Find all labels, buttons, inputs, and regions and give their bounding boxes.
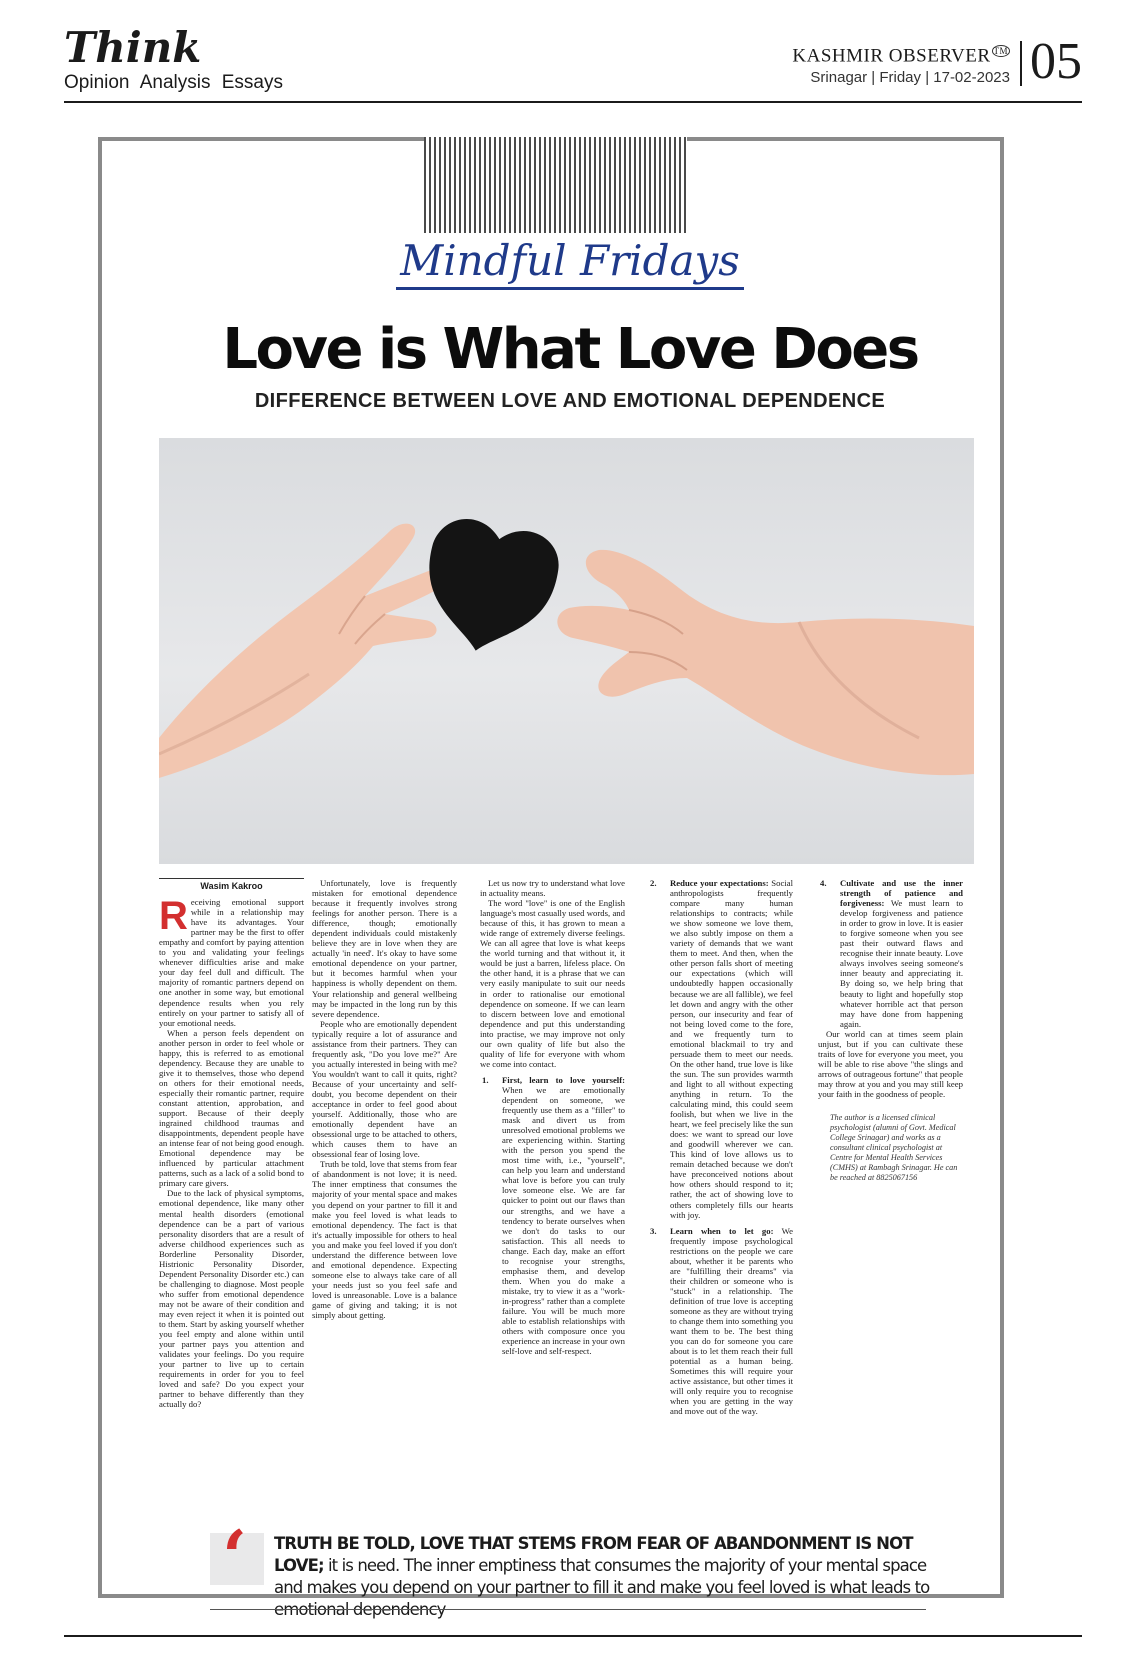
- paragraph-8: The word "love" is one of the English language's most casually used words, and because of this, it has grown to mean a wide range of extremely diverse feelings. We can all agree that love is what keeps the world turning and that without it, it would be just a barren, lifeless place. On the other hand, it is a phrase that we can very easily manipulate to suit our needs in order to rationalise our emotional dependence on someone. If we can learn to discern between love and emotional dependence and put this understanding into practise, we may improve not only our own quality of life but also the quality of life for everyone with whom we come into contact.: [480, 898, 625, 1069]
- pull-quote-text: [274, 1533, 934, 1621]
- paper-info: [792, 41, 1022, 86]
- barcode-decoration: [424, 137, 687, 233]
- right-hand-icon: [557, 550, 974, 775]
- kicker-text: Mindful Fridays: [396, 236, 744, 290]
- paragraph-3: Due to the lack of physical symptoms, emotional dependence, like many other mental health disorders (emotional dependence can be a part of various personality disorders that are a result of adverse childhood experiences such as Borderline Personality Disorder, Histrionic Personality Disorder, Dependent Personality Disorder etc.) can be challenging to diagnose. Most people who suffer from emotional dependence may not be aware of their condition and may even reject it when it is pointed out to them. Start by asking yourself whether you feel empty and alone within until your partner pays you attention and validates your feelings. Do you require your partner to live up to certain requirements in order for you to feel loved and safe? Do you expect your partner to behave differently than they actually do?: [159, 1188, 304, 1410]
- pull-quote-bold: TRUTH BE TOLD, LOVE THAT STEMS FROM FEAR OF ABANDONMENT IS NOT LOVE;: [274, 1534, 913, 1575]
- paragraph-5: People who are emotionally dependent typically require a lot of assurance and assistance from their partners. They can frequently ask, "Do you love me?" Are you actually interested in being with me? You wouldn't want to call it quits, right? Because of your uncertainty and self-doubt, you become dependent on their acceptance in order to feel good about yourself. Additionally, those who are emotionally dependent have an obsessional urge to be attached to others, which causes them to have an obsessional fear of losing love.: [312, 1018, 457, 1160]
- paper-name-text: KASHMIR OBSERVER: [792, 45, 991, 66]
- numbered-point-3: [648, 1226, 793, 1417]
- hands-holding-heart-photo: [159, 438, 974, 864]
- numbered-point-4: [818, 878, 963, 1029]
- drop-cap: R: [159, 894, 188, 939]
- section-name: Think: [64, 23, 202, 72]
- page-number: 05: [1030, 33, 1082, 90]
- numbered-point-1: [480, 1075, 625, 1356]
- paragraph-1-text: eceiving emotional support while in a relationship may have its advantages. Your partner may be the first to offer empathy and comfort by paying attention to you and validating your feelings whenever difficulties arise and make your day feel dull and difficult. The majority of romantic partners depend on one another in some way, but emotional dependence results when you rely entirely on your partner to satisfy all of your emotional needs.: [159, 897, 304, 1028]
- left-hand-icon: [159, 524, 449, 778]
- text-column-5: [818, 878, 963, 1448]
- pull-quote-rule: [210, 1609, 926, 1610]
- paper-masthead: [792, 33, 1082, 90]
- point-body: [670, 878, 793, 1220]
- text-column-4: [648, 878, 793, 1448]
- point-body: [670, 1226, 793, 1417]
- point-number: 2.: [650, 878, 657, 888]
- quote-box: [210, 1514, 264, 1599]
- byline: Wasim Kakroo: [159, 878, 304, 891]
- paragraph-6: Truth be told, love that stems from fear of abandonment is not love; it is need. The inner emptiness that consumes the majority of your mental space and makes you depend on your partner to fill it and make you feel loved is what leads to emotional dependency. The fact is that it's actually impossible for others to heal you and make you feel loved if you don't understand the difference between love and emotional dependence. Expecting someone else to always take care of all your needs just so you feel safe and loved is unreasonable. Love is a balance game of giving and taking; it is not simply about getting.: [312, 1159, 457, 1321]
- paragraph-7: Let us now try to understand what love in actuality means.: [480, 878, 625, 899]
- article-headline: Love is What Love Does: [222, 317, 918, 382]
- paper-heart-icon: [413, 512, 565, 664]
- trademark-icon: TM: [993, 45, 1008, 56]
- paragraph-2: When a person feels dependent on another person in order to feel whole or happy, this is referred to as emotional dependency. Because they are unable to give it to themselves, those who depend on others for their emotional needs, especially their romantic partner, require constant attention, approbation, and support. Because of their deeply ingrained childhood traumas and disappointments, dependent people have an intense fear of not being good enough. Emotional dependence may be influenced by particular attachment patterns, such as a lack of a solid bond to primary care givers.: [159, 1027, 304, 1189]
- paragraph-4: Unfortunately, love is frequently mistaken for emotional dependence because it frequently involves strong feelings for another person. There is a difference, though; emotionally dependent individuals could mistakenly believe they are in love when they are actually 'in need'. It's okay to have some emotional dependence on your partner, but it becomes harmful when your happiness is wholly dependent on them. Your relationship and general wellbeing may be impacted in the long run by this severe dependence.: [312, 878, 457, 1019]
- point-text: We frequently impose psychological restrictions on the people we care about, whether it be parents who are "fulfilling their dreams" via their children or someone who is "stuck" in a relationship. The definition of true love is accepting someone as they are without trying to change them into something you want them to be. The best thing you can do for someone you care about is to let them reach their full potential as a human being. Sometimes this will require your active assistance, but other times it will only require you to recognise when you are getting in the way and move out of the way.: [670, 1225, 793, 1417]
- point-number: 3.: [650, 1225, 657, 1236]
- point-title: First, learn to love yourself:: [502, 1074, 625, 1085]
- point-title: Reduce your expectations:: [670, 878, 769, 888]
- point-number: 4.: [820, 878, 827, 888]
- edition-line: Srinagar | Friday | 17-02-2023: [810, 69, 1010, 86]
- author-note: The author is a licensed clinical psychologist (alumni of Govt. Medical College Srinagar) and works as a consultant clinical psychologist at Centre for Mental Health Services (CMHS) at Rambagh Srinagar. He can be reached at 8825067156: [830, 1113, 958, 1183]
- point-text: Social anthropologists frequently compare many human relationships to contracts; while we show someone we love them, we also subtly impose on them a variety of demands that we want them to meet. And then, when the other person falls short of meeting our expectations (which will undoubtedly happen occasionally because we are all fallible), we feel let down and angry with the other person, our insecurity and fear of not being loved come to the fore, and we frequently turn to emotional blackmail to try and persuade them to meet our needs. On the other hand, true love is like the sun. The sun provides warmth and light to all without expecting anything in return. To the calculating mind, this could seem foolish, but when we live in the heart, we feel precisely like the sun does: we want to spread our love and goodwill wherever we can. This kind of love allows us to remain detached because we don't have preconceived notions about how others should respond to it; rather, the act of showing love to others completely fills our hearts with joy.: [670, 878, 793, 1220]
- quote-mark-icon: ‘: [222, 1514, 248, 1599]
- column-kicker: [0, 236, 1140, 290]
- point-body: [502, 1075, 625, 1356]
- section-header: [64, 23, 283, 94]
- numbered-point-2: [648, 878, 793, 1220]
- photo-illustration: [159, 438, 974, 864]
- text-column-2: [312, 878, 457, 1448]
- point-number: 1.: [482, 1074, 489, 1085]
- point-title: Cultivate and use the inner strength of patience and forgiveness:: [840, 878, 963, 909]
- point-text: We must learn to develop forgiveness and patience in order to grow in love. It is easier to forgive someone when you see past their outward flaws and recognise their innate beauty. Love always involves seeing someone's inner beauty and appreciating it. By doing so, we help bring that beauty to light and hopefully stop whatever horrible act that person may have done from happening again.: [840, 898, 963, 1029]
- paragraph-1: [159, 894, 304, 1028]
- article-subhead: DIFFERENCE BETWEEN LOVE AND EMOTIONAL DEPENDENCE: [254, 390, 886, 412]
- closing-paragraph: Our world can at times seem plain unjust, but if you can cultivate these traits of love for everyone you meet, you will be able to rise above "the slings and arrows of outrageous fortune" that people may throw at you and you may still keep your faith in the goodness of people.: [818, 1028, 963, 1099]
- point-body: [840, 878, 963, 1029]
- footer-rule: [64, 1635, 1082, 1637]
- point-text: When we are emotionally dependent on someone, we frequently use them as a "filler" to mask and divert us from unresolved emotional problems we are experiencing within. Starting with the person you spend the most time with, i.e., "yourself", can help you learn and understand what love is before you can truly love someone else. We are far quicker to point out our flaws than our strengths, and we have a tendency to berate ourselves when we don't do tasks to our satisfaction. This all needs to change. Each day, make an effort to recognise your strengths, emphasise them, and develop them. When you do make a mistake, try to view it as a "work-in-progress" rather than a complete failure. You will be much more able to establish relationships with others with composure once you experience an increase in your own self-love and self-respect.: [502, 1084, 625, 1357]
- text-column-3: [480, 878, 625, 1448]
- text-column-1: [159, 878, 304, 1448]
- point-title: Learn when to let go:: [670, 1225, 774, 1236]
- paper-name: [792, 41, 1010, 66]
- section-subtitle: Opinion Analysis Essays: [64, 72, 283, 93]
- header-rule: [64, 101, 1082, 103]
- pull-quote-rest: it is need. The inner emptiness that consumes the majority of your mental space and makes you depend on your partner to fill it and make you feel loved is what leads to emotional dependency: [274, 1556, 930, 1619]
